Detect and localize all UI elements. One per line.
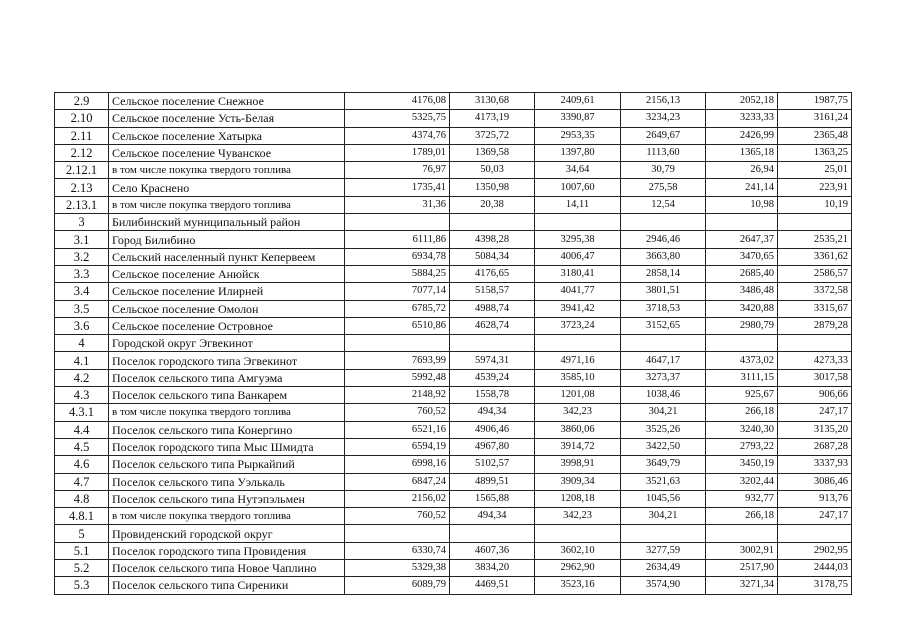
row-number: 4.2: [55, 369, 109, 386]
value-cell: 1558,78: [450, 387, 535, 404]
value-cell: 4398,28: [450, 231, 535, 248]
row-number: 4.8.1: [55, 508, 109, 525]
value-cell: 3521,63: [621, 473, 706, 490]
value-cell: 3233,33: [706, 110, 778, 127]
value-cell: 3420,88: [706, 300, 778, 317]
table-row: [55, 456, 852, 473]
value-cell: 4469,51: [450, 577, 535, 594]
value-cell: 3152,65: [621, 317, 706, 334]
value-cell: 3361,62: [778, 248, 852, 265]
row-number: 2.9: [55, 93, 109, 110]
value-cell: [345, 525, 450, 542]
value-cell: 4006,47: [535, 248, 621, 265]
value-cell: 2586,57: [778, 265, 852, 282]
value-cell: 10,98: [706, 196, 778, 213]
value-cell: 3801,51: [621, 283, 706, 300]
value-cell: 7693,99: [345, 352, 450, 369]
table-row: [55, 508, 852, 525]
value-cell: 5158,57: [450, 283, 535, 300]
value-cell: 760,52: [345, 508, 450, 525]
row-number: 4.4: [55, 421, 109, 438]
value-cell: 12,54: [621, 196, 706, 213]
table-row: [55, 144, 852, 161]
value-cell: 304,21: [621, 404, 706, 421]
value-cell: 2980,79: [706, 317, 778, 334]
row-number: 5: [55, 525, 109, 542]
value-cell: 1201,08: [535, 387, 621, 404]
value-cell: 1045,56: [621, 490, 706, 507]
value-cell: 3372,58: [778, 283, 852, 300]
row-name: Село Краснено: [109, 179, 345, 196]
value-cell: 3649,79: [621, 456, 706, 473]
value-cell: 6998,16: [345, 456, 450, 473]
row-name: Сельское поселение Анюйск: [109, 265, 345, 282]
value-cell: 3135,20: [778, 421, 852, 438]
value-cell: 34,64: [535, 162, 621, 179]
value-cell: 2409,61: [535, 93, 621, 110]
value-cell: 1789,01: [345, 144, 450, 161]
row-name: в том числе покупка твердого топлива: [109, 196, 345, 213]
value-cell: 1208,18: [535, 490, 621, 507]
row-number: 4.3: [55, 387, 109, 404]
value-cell: [778, 525, 852, 542]
value-cell: 6510,86: [345, 317, 450, 334]
row-number: 4.8: [55, 490, 109, 507]
row-name: Сельское поселение Снежное: [109, 93, 345, 110]
table-row: [55, 248, 852, 265]
value-cell: 3602,10: [535, 542, 621, 559]
value-cell: 3909,34: [535, 473, 621, 490]
value-cell: 3486,48: [706, 283, 778, 300]
table-row: [55, 560, 852, 577]
value-cell: 3390,87: [535, 110, 621, 127]
table-row: [55, 196, 852, 213]
value-cell: 342,23: [535, 404, 621, 421]
value-cell: 247,17: [778, 404, 852, 421]
table-row: [55, 162, 852, 179]
value-cell: 2793,22: [706, 438, 778, 455]
value-cell: 3277,59: [621, 542, 706, 559]
table-row: [55, 110, 852, 127]
value-cell: [621, 214, 706, 231]
value-cell: 3240,30: [706, 421, 778, 438]
value-cell: 31,36: [345, 196, 450, 213]
value-cell: [706, 335, 778, 352]
value-cell: [621, 335, 706, 352]
value-cell: 2858,14: [621, 265, 706, 282]
row-number: 5.2: [55, 560, 109, 577]
table-row: [55, 404, 852, 421]
value-cell: 2052,18: [706, 93, 778, 110]
row-name: Город Билибино: [109, 231, 345, 248]
value-cell: 2535,21: [778, 231, 852, 248]
table-row: [55, 300, 852, 317]
table-row: [55, 352, 852, 369]
table-row: [55, 542, 852, 559]
row-number: 2.10: [55, 110, 109, 127]
value-cell: 1987,75: [778, 93, 852, 110]
value-cell: 3337,93: [778, 456, 852, 473]
value-cell: 3202,44: [706, 473, 778, 490]
value-cell: 1113,60: [621, 144, 706, 161]
value-cell: 3860,06: [535, 421, 621, 438]
value-cell: 14,11: [535, 196, 621, 213]
table-row: [55, 369, 852, 386]
value-cell: 2685,40: [706, 265, 778, 282]
value-cell: 3315,67: [778, 300, 852, 317]
value-cell: 275,58: [621, 179, 706, 196]
value-cell: 3723,24: [535, 317, 621, 334]
row-number: 4.7: [55, 473, 109, 490]
value-cell: 247,17: [778, 508, 852, 525]
value-cell: 6089,79: [345, 577, 450, 594]
row-number: 4.1: [55, 352, 109, 369]
table-row: [55, 525, 852, 542]
row-name: в том числе покупка твердого топлива: [109, 508, 345, 525]
value-cell: 4273,33: [778, 352, 852, 369]
row-name: Сельское поселение Усть-Белая: [109, 110, 345, 127]
value-cell: 5102,57: [450, 456, 535, 473]
row-name: Провиденский городской округ: [109, 525, 345, 542]
value-cell: 3834,20: [450, 560, 535, 577]
row-number: 4.3.1: [55, 404, 109, 421]
row-number: 2.12.1: [55, 162, 109, 179]
row-number: 4: [55, 335, 109, 352]
value-cell: 4373,02: [706, 352, 778, 369]
value-cell: 1365,18: [706, 144, 778, 161]
value-cell: [345, 214, 450, 231]
value-cell: 304,21: [621, 508, 706, 525]
value-cell: 266,18: [706, 404, 778, 421]
row-number: 5.3: [55, 577, 109, 594]
value-cell: 4176,08: [345, 93, 450, 110]
table-row: [55, 179, 852, 196]
value-cell: 3273,37: [621, 369, 706, 386]
row-number: 3.2: [55, 248, 109, 265]
value-cell: 4374,76: [345, 127, 450, 144]
value-cell: [535, 214, 621, 231]
value-cell: 3450,19: [706, 456, 778, 473]
value-cell: 3234,23: [621, 110, 706, 127]
table-row: [55, 93, 852, 110]
row-number: 3.5: [55, 300, 109, 317]
value-cell: 1363,25: [778, 144, 852, 161]
value-cell: 4988,74: [450, 300, 535, 317]
value-cell: 5325,75: [345, 110, 450, 127]
row-number: 5.1: [55, 542, 109, 559]
value-cell: 2953,35: [535, 127, 621, 144]
value-cell: 2426,99: [706, 127, 778, 144]
table-row: [55, 317, 852, 334]
value-cell: 4041,77: [535, 283, 621, 300]
row-name: Сельский населенный пункт Кепервеем: [109, 248, 345, 265]
row-name: Билибинский муниципальный район: [109, 214, 345, 231]
value-cell: 241,14: [706, 179, 778, 196]
value-cell: 266,18: [706, 508, 778, 525]
value-cell: 1350,98: [450, 179, 535, 196]
value-cell: 6785,72: [345, 300, 450, 317]
row-number: 3.4: [55, 283, 109, 300]
value-cell: 5084,34: [450, 248, 535, 265]
value-cell: 3017,58: [778, 369, 852, 386]
value-cell: 4173,19: [450, 110, 535, 127]
value-cell: 3111,15: [706, 369, 778, 386]
value-cell: 1369,58: [450, 144, 535, 161]
row-name: Сельское поселение Чуванское: [109, 144, 345, 161]
value-cell: [450, 214, 535, 231]
value-cell: 4647,17: [621, 352, 706, 369]
value-cell: 4539,24: [450, 369, 535, 386]
value-cell: 2156,02: [345, 490, 450, 507]
row-number: 2.11: [55, 127, 109, 144]
row-number: 3: [55, 214, 109, 231]
table-row: [55, 127, 852, 144]
value-cell: 20,38: [450, 196, 535, 213]
value-cell: 906,66: [778, 387, 852, 404]
table-row: [55, 231, 852, 248]
value-cell: 3914,72: [535, 438, 621, 455]
table-row: [55, 421, 852, 438]
value-cell: 3295,38: [535, 231, 621, 248]
value-cell: 342,23: [535, 508, 621, 525]
value-cell: [778, 214, 852, 231]
value-cell: 925,67: [706, 387, 778, 404]
value-cell: 2148,92: [345, 387, 450, 404]
value-cell: 913,76: [778, 490, 852, 507]
value-cell: 50,03: [450, 162, 535, 179]
value-cell: 3718,53: [621, 300, 706, 317]
value-cell: [778, 335, 852, 352]
value-cell: [450, 335, 535, 352]
value-cell: 26,94: [706, 162, 778, 179]
row-name: Поселок сельского типа Конергино: [109, 421, 345, 438]
value-cell: 2365,48: [778, 127, 852, 144]
row-name: Поселок городского типа Провидения: [109, 542, 345, 559]
row-name: Поселок сельского типа Ванкарем: [109, 387, 345, 404]
row-name: Сельское поселение Илирней: [109, 283, 345, 300]
row-name: Поселок сельского типа Уэлькаль: [109, 473, 345, 490]
value-cell: 760,52: [345, 404, 450, 421]
row-number: 4.5: [55, 438, 109, 455]
value-cell: [706, 214, 778, 231]
value-cell: 5974,31: [450, 352, 535, 369]
row-name: Городской округ Эгвекинот: [109, 335, 345, 352]
value-cell: 3002,91: [706, 542, 778, 559]
value-cell: 6594,19: [345, 438, 450, 455]
value-cell: 3725,72: [450, 127, 535, 144]
row-name: Поселок сельского типа Амгуэма: [109, 369, 345, 386]
value-cell: 4176,65: [450, 265, 535, 282]
row-number: 2.13: [55, 179, 109, 196]
row-name: Поселок городского типа Эгвекинот: [109, 352, 345, 369]
value-cell: 5884,25: [345, 265, 450, 282]
value-cell: 2649,67: [621, 127, 706, 144]
row-number: 2.12: [55, 144, 109, 161]
value-cell: 6521,16: [345, 421, 450, 438]
value-cell: 3585,10: [535, 369, 621, 386]
value-cell: 4628,74: [450, 317, 535, 334]
row-name: в том числе покупка твердого топлива: [109, 162, 345, 179]
table-row: [55, 577, 852, 594]
value-cell: 3178,75: [778, 577, 852, 594]
row-name: в том числе покупка твердого топлива: [109, 404, 345, 421]
row-number: 3.3: [55, 265, 109, 282]
value-cell: 2444,03: [778, 560, 852, 577]
value-cell: 3180,41: [535, 265, 621, 282]
value-cell: 4967,80: [450, 438, 535, 455]
row-number: 2.13.1: [55, 196, 109, 213]
row-name: Сельское поселение Островное: [109, 317, 345, 334]
value-cell: 3941,42: [535, 300, 621, 317]
value-cell: [345, 335, 450, 352]
row-name: Сельское поселение Хатырка: [109, 127, 345, 144]
value-cell: [621, 525, 706, 542]
table-row: [55, 283, 852, 300]
value-cell: 2687,28: [778, 438, 852, 455]
value-cell: 5992,48: [345, 369, 450, 386]
value-cell: [706, 525, 778, 542]
value-cell: 3470,65: [706, 248, 778, 265]
value-cell: 76,97: [345, 162, 450, 179]
value-cell: 2517,90: [706, 560, 778, 577]
value-cell: 6934,78: [345, 248, 450, 265]
row-number: 3.6: [55, 317, 109, 334]
value-cell: 3271,34: [706, 577, 778, 594]
value-cell: 3663,80: [621, 248, 706, 265]
value-cell: 932,77: [706, 490, 778, 507]
value-cell: 4607,36: [450, 542, 535, 559]
value-cell: 3086,46: [778, 473, 852, 490]
row-name: Поселок городского типа Мыс Шмидта: [109, 438, 345, 455]
value-cell: [535, 525, 621, 542]
value-cell: 3161,24: [778, 110, 852, 127]
value-cell: 223,91: [778, 179, 852, 196]
value-cell: 7077,14: [345, 283, 450, 300]
value-cell: 2879,28: [778, 317, 852, 334]
table-row: [55, 438, 852, 455]
value-cell: 10,19: [778, 196, 852, 213]
value-cell: 3525,26: [621, 421, 706, 438]
value-cell: 2634,49: [621, 560, 706, 577]
value-cell: 6330,74: [345, 542, 450, 559]
value-cell: 25,01: [778, 162, 852, 179]
value-cell: 3422,50: [621, 438, 706, 455]
value-cell: 1565,88: [450, 490, 535, 507]
value-cell: 30,79: [621, 162, 706, 179]
row-name: Поселок сельского типа Нутэпэльмен: [109, 490, 345, 507]
table-row: [55, 265, 852, 282]
table-body: [55, 93, 852, 595]
row-number: 4.6: [55, 456, 109, 473]
table-row: [55, 473, 852, 490]
value-cell: 3523,16: [535, 577, 621, 594]
value-cell: 6111,86: [345, 231, 450, 248]
value-cell: 4971,16: [535, 352, 621, 369]
row-number: 3.1: [55, 231, 109, 248]
row-name: Сельское поселение Омолон: [109, 300, 345, 317]
table-row: [55, 335, 852, 352]
value-cell: 3574,90: [621, 577, 706, 594]
value-cell: 3130,68: [450, 93, 535, 110]
value-cell: 1007,60: [535, 179, 621, 196]
value-cell: 2946,46: [621, 231, 706, 248]
value-cell: 5329,38: [345, 560, 450, 577]
value-cell: 2902,95: [778, 542, 852, 559]
value-cell: 2647,37: [706, 231, 778, 248]
value-cell: 494,34: [450, 404, 535, 421]
value-cell: [450, 525, 535, 542]
value-cell: 2156,13: [621, 93, 706, 110]
value-cell: 6847,24: [345, 473, 450, 490]
value-cell: 1397,80: [535, 144, 621, 161]
row-name: Поселок сельского типа Новое Чаплино: [109, 560, 345, 577]
value-cell: 4899,51: [450, 473, 535, 490]
table-row: [55, 387, 852, 404]
row-name: Поселок сельского типа Рыркайпий: [109, 456, 345, 473]
value-cell: 494,34: [450, 508, 535, 525]
value-cell: 4906,46: [450, 421, 535, 438]
value-cell: 3998,91: [535, 456, 621, 473]
table-row: [55, 490, 852, 507]
value-cell: [535, 335, 621, 352]
row-name: Поселок сельского типа Сиреники: [109, 577, 345, 594]
value-cell: 1735,41: [345, 179, 450, 196]
value-cell: 2962,90: [535, 560, 621, 577]
data-table: [54, 92, 852, 595]
table-row: [55, 214, 852, 231]
value-cell: 1038,46: [621, 387, 706, 404]
